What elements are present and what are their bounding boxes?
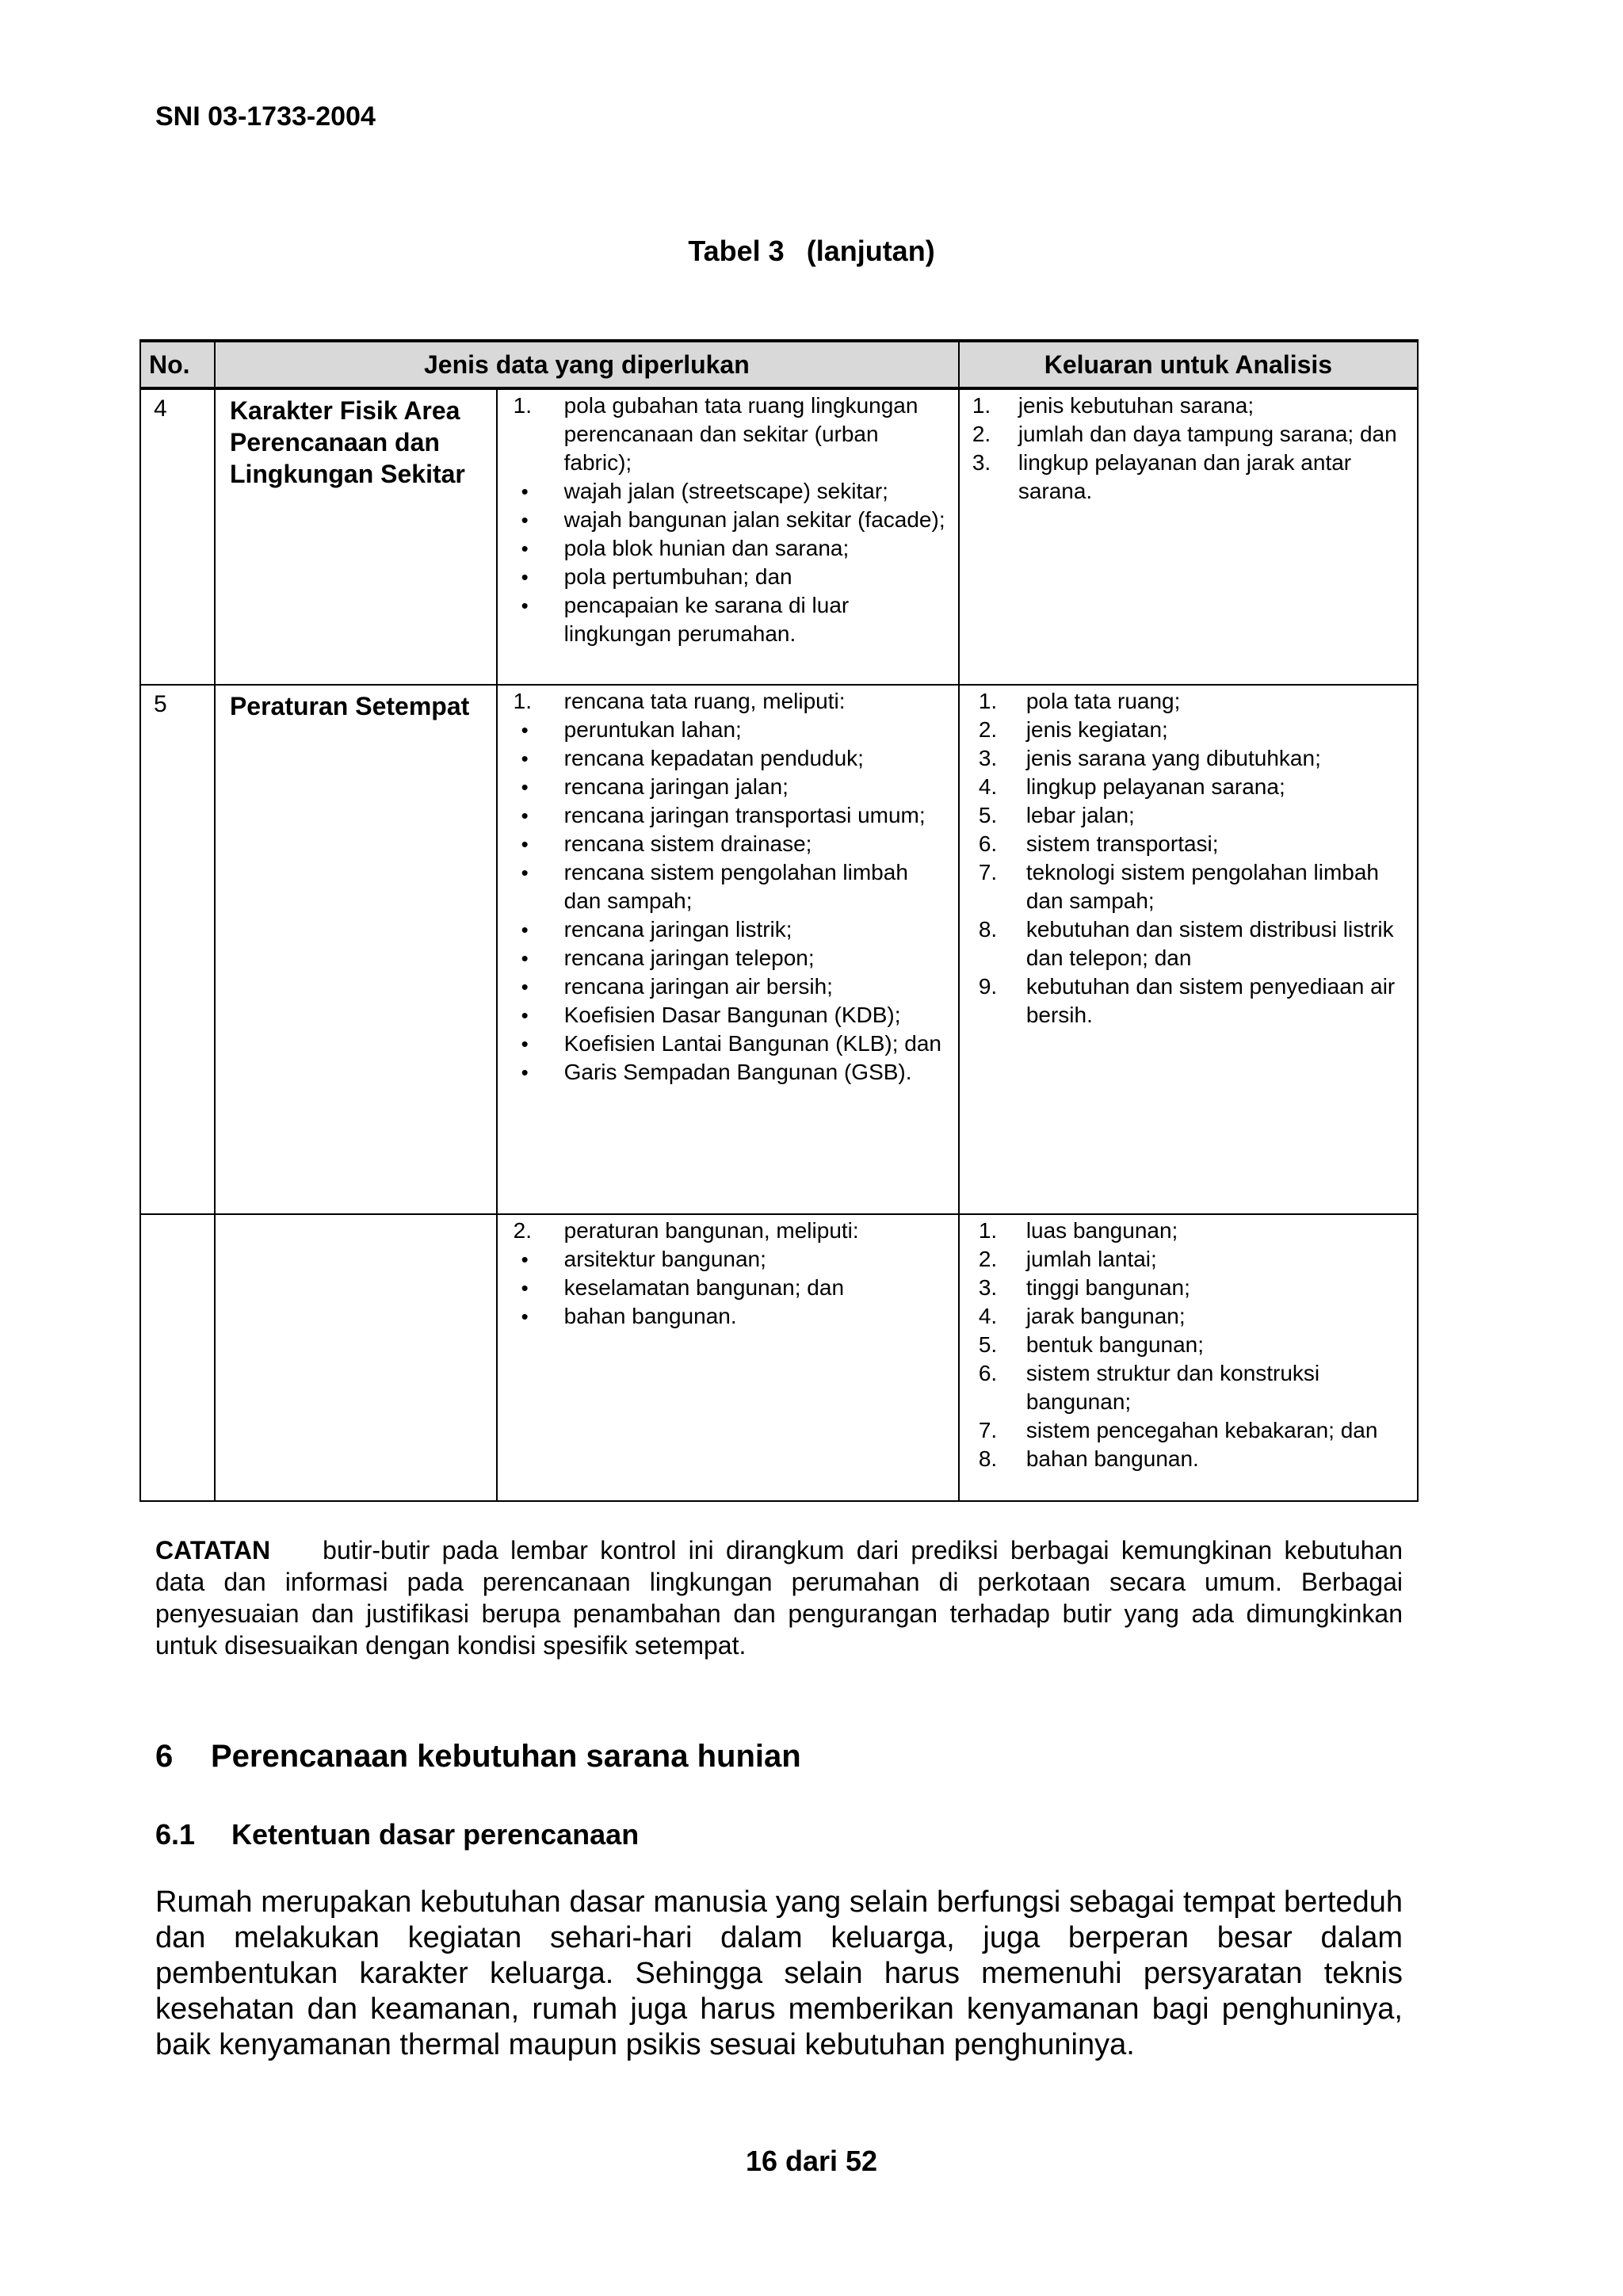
list-item-text: rencana jaringan transportasi umum; [563,803,926,827]
table-suffix: (lanjutan) [806,235,935,267]
section-6-heading [155,1739,801,1775]
list-item-text: Koefisien Dasar Bangunan (KDB); [563,1003,901,1027]
bullet-marker: • [521,718,529,742]
number-marker: 7. [978,860,998,884]
list-item-text: rencana jaringan listrik; [563,917,792,942]
table-row [140,685,1418,1214]
number-marker: 3. [972,450,991,475]
output-cell [959,685,1418,1214]
row-category [215,1214,497,1501]
list-item [968,687,1409,716]
list-item [506,944,950,972]
list-item-text: lebar jalan; [1025,803,1135,827]
list-item-text: Garis Sempadan Bangunan (GSB). [563,1060,912,1084]
list-item-text: rencana tata ruang, meliputi: [563,689,846,713]
table-number: Tabel 3 [688,235,785,267]
number-marker: 8. [978,917,998,942]
bullet-marker: • [521,1305,529,1328]
bullet-marker: • [521,1060,529,1084]
list-item [506,392,950,477]
row-category: Karakter Fisik Area Perencanaan dan Lingkungan Sekitar [215,388,497,685]
number-marker: 1. [513,689,532,713]
list-item [506,744,950,773]
list-item [506,506,950,534]
list-item-text: jumlah lantai; [1025,1247,1157,1271]
header-data: Jenis data yang diperlukan [215,341,959,388]
list-item [506,1217,950,1245]
list-item [968,1274,1409,1302]
list-item-text: jumlah dan daya tampung sarana; dan [1018,422,1397,446]
bullet-marker: • [521,1003,529,1027]
list-item-text: Koefisien Lantai Bangunan (KLB); dan [563,1031,941,1056]
section-6-1-number: 6.1 [155,1818,196,1851]
data-table [139,339,1419,1502]
list-item [968,1217,1409,1245]
bullet-marker: • [521,1247,529,1271]
list-item [968,1245,1409,1274]
list-item-text: lingkup pelayanan dan jarak antar sarana. [1018,450,1352,503]
list-item-text: jenis kebutuhan sarana; [1018,393,1254,418]
list-item [968,773,1409,801]
list-item-text: bahan bangunan. [1025,1446,1199,1471]
list-item-text: sistem transportasi; [1025,831,1219,856]
data-cell [497,685,959,1214]
list-item [506,1058,950,1087]
data-cell [497,1214,959,1501]
list-item-text: peruntukan lahan; [563,717,742,742]
note-label: CATATAN [155,1536,271,1564]
output-list [968,392,1409,506]
list-item [968,1331,1409,1359]
list-item-text: pola blok hunian dan sarana; [563,536,850,560]
bullet-marker: • [521,479,529,503]
row-number [140,1214,215,1501]
list-item-text: bahan bangunan. [563,1304,737,1328]
body-paragraph: Rumah merupakan kebutuhan dasar manusia yang selain berfungsi sebagai tempat berteduh dan melakukan kegiatan sehari-hari dalam keluarga, juga berperan besar dalam pembentukan karakter keluarga. Sehingga selain harus memenuhi persyaratan teknis kesehatan dan keamanan, rumah juga harus memberikan kenyamanan bagi penghuninya, baik kenyamanan thermal maupun psikis sesuai kebutuhan penghuninya. [155,1885,1403,2061]
number-marker: 2. [978,1247,998,1271]
header-no: No. [140,341,215,388]
list-item [506,716,950,744]
bullet-marker: • [521,775,529,799]
section-6-title: Perencanaan kebutuhan sarana hunian [211,1739,801,1774]
number-marker: 1. [972,393,991,418]
number-marker: 1. [513,393,532,418]
table-row [140,388,1418,685]
list-item [968,420,1409,449]
header-output: Keluaran untuk Analisis [959,341,1418,388]
data-list [506,1217,950,1331]
list-item [506,915,950,944]
note-paragraph [155,1534,1403,1661]
bullet-marker: • [521,508,529,532]
bullet-marker: • [521,918,529,942]
number-marker: 1. [978,689,998,713]
table-caption [0,235,1623,268]
bullet-marker: • [521,1032,529,1056]
number-marker: 2. [978,717,998,742]
bullet-marker: • [521,804,529,827]
list-item-text: arsitektur bangunan; [563,1247,766,1271]
note-text: butir-butir pada lembar kontrol ini dirangkum dari prediksi berbagai kemungkinan kebutuhan data dan informasi pada perencanaan lingkungan perumahan di perkotaan secara umum. Berbagai penyesuaian dan justifikasi berupa penambahan dan pengurangan terhadap butir yang ada dimungkinkan untuk disesuaikan dengan kondisi spesifik setempat. [155,1536,1403,1660]
list-item-text: sistem struktur dan konstruksi bangunan; [1025,1361,1320,1414]
list-item-text: luas bangunan; [1025,1218,1178,1243]
bullet-marker: • [521,861,529,884]
list-item [506,830,950,858]
output-cell [959,1214,1418,1501]
list-item-text: kebutuhan dan sistem distribusi listrik dan telepon; dan [1025,917,1394,970]
list-item-text: pola pertumbuhan; dan [563,564,792,589]
number-marker: 2. [513,1218,532,1243]
bullet-marker: • [521,565,529,589]
list-item-text: pencapaian ke sarana di luar lingkungan perumahan. [563,593,850,646]
row-number: 5 [140,685,215,1214]
data-list [506,392,950,648]
bullet-marker: • [521,747,529,770]
list-item [968,801,1409,830]
number-marker: 1. [978,1218,998,1243]
data-cell [497,388,959,685]
section-6-number: 6 [155,1739,174,1774]
list-item [968,744,1409,773]
list-item-text: rencana kepadatan penduduk; [563,746,864,770]
list-item [506,801,950,830]
section-6-1-title: Ketentuan dasar perencanaan [231,1818,640,1851]
number-marker: 4. [978,774,998,799]
list-item [968,1302,1409,1331]
list-item [506,1302,950,1331]
list-item-text: jarak bangunan; [1025,1304,1186,1328]
list-item [968,1416,1409,1445]
list-item [968,915,1409,972]
list-item [506,858,950,915]
page-number: 16 dari 52 [745,2145,878,2177]
number-marker: 6. [978,831,998,856]
list-item [968,449,1409,506]
number-marker: 4. [978,1304,998,1328]
number-marker: 5. [978,1332,998,1357]
bullet-marker: • [521,537,529,560]
output-cell [959,388,1418,685]
list-item [506,591,950,648]
list-item-text: rencana sistem drainase; [563,831,812,856]
list-item [506,773,950,801]
row-category: Peraturan Setempat [215,685,497,1214]
output-list [968,687,1409,1030]
list-item [968,858,1409,915]
bullet-marker: • [521,594,529,617]
list-item [968,1445,1409,1473]
number-marker: 5. [978,803,998,827]
list-item [506,477,950,506]
list-item [968,392,1409,420]
list-item-text: wajah jalan (streetscape) sekitar; [563,479,888,503]
output-list [968,1217,1409,1473]
section-6-1-heading [155,1818,639,1851]
table-row [140,1214,1418,1501]
list-item-text: sistem pencegahan kebakaran; dan [1025,1418,1378,1442]
number-marker: 6. [978,1361,998,1385]
list-item [506,1245,950,1274]
list-item-text: wajah bangunan jalan sekitar (facade); [563,507,945,532]
list-item-text: pola gubahan tata ruang lingkungan perencanaan dan sekitar (urban fabric); [563,393,918,475]
list-item [968,1359,1409,1416]
list-item [968,972,1409,1030]
number-marker: 9. [978,974,998,999]
list-item [506,972,950,1001]
list-item [506,1030,950,1058]
list-item-text: rencana jaringan air bersih; [563,974,833,999]
bullet-marker: • [521,832,529,856]
bullet-marker: • [521,975,529,999]
list-item-text: kebutuhan dan sistem penyediaan air bersih. [1025,974,1396,1027]
list-item-text: bentuk bangunan; [1025,1332,1205,1357]
number-marker: 2. [972,422,991,446]
row-number: 4 [140,388,215,685]
number-marker: 7. [978,1418,998,1442]
bullet-marker: • [521,946,529,970]
list-item-text: rencana sistem pengolahan limbah dan sampah; [563,860,908,913]
bullet-marker: • [521,1276,529,1300]
list-item [968,830,1409,858]
data-list [506,687,950,1087]
list-item [506,563,950,591]
list-item [506,1274,950,1302]
list-item [968,716,1409,744]
number-marker: 8. [978,1446,998,1471]
list-item-text: peraturan bangunan, meliputi: [563,1218,859,1243]
list-item-text: rencana jaringan telepon; [563,946,815,970]
list-item-text: lingkup pelayanan sarana; [1025,774,1285,799]
list-item-text: jenis kegiatan; [1025,717,1168,742]
list-item-text: tinggi bangunan; [1025,1275,1190,1300]
number-marker: 3. [978,746,998,770]
list-item-text: rencana jaringan jalan; [563,774,789,799]
list-item-text: teknologi sistem pengolahan limbah dan sampah; [1025,860,1379,913]
list-item-text: pola tata ruang; [1025,689,1181,713]
number-marker: 3. [978,1275,998,1300]
table-header-row [140,341,1418,388]
list-item [506,534,950,563]
document-code: SNI 03-1733-2004 [155,101,376,132]
list-item [506,1001,950,1030]
list-item-text: keselamatan bangunan; dan [563,1275,845,1300]
list-item-text: jenis sarana yang dibutuhkan; [1025,746,1321,770]
list-item [506,687,950,716]
